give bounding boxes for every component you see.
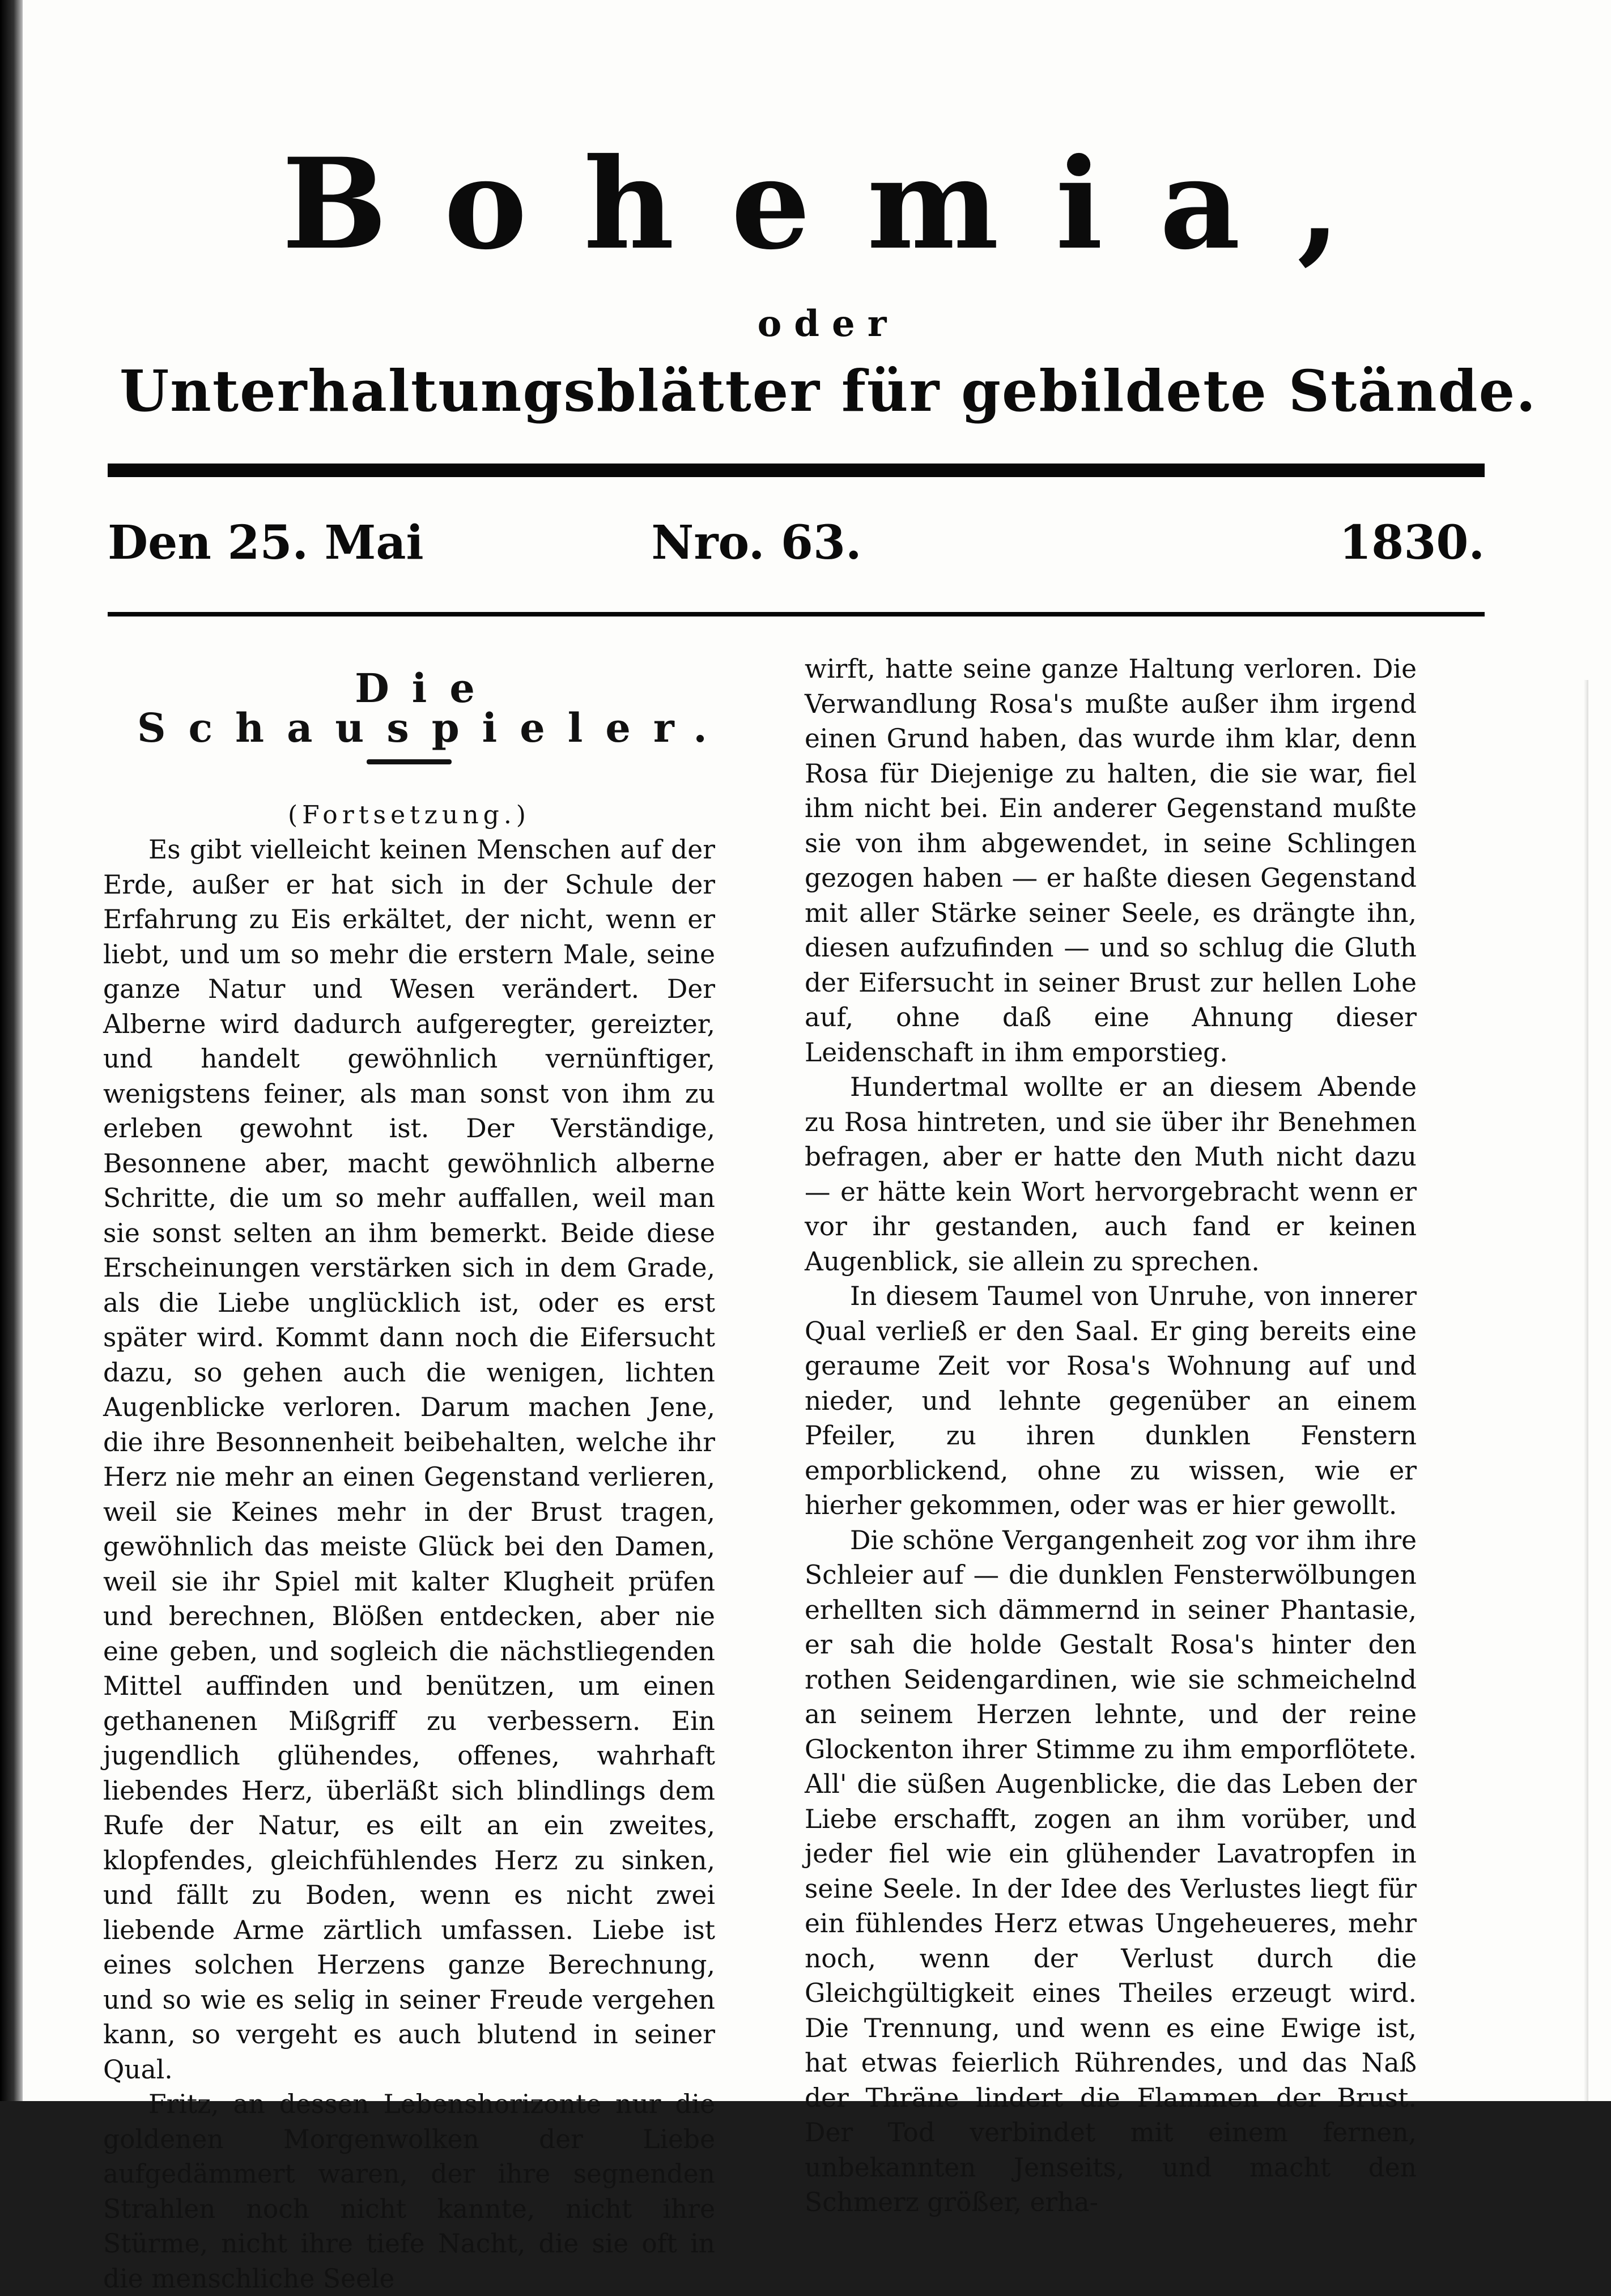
paragraph: Fritz, an dessen Lebenshorizonte nur die goldenen Morgenwolken der Liebe aufgedämmert waren, der ihre segnenden Strahlen noch nicht kannte, nicht ihre Stürme, nicht ihre tiefe Nacht, die sie oft in die menschliche Seele — [103, 2089, 715, 2294]
newspaper-title-connector: oder — [757, 303, 899, 345]
left-column — [103, 652, 730, 2296]
paragraph: wirft, hatte seine ganze Haltung verloren. Die Verwandlung Rosa's mußte außer ihm irgend einen Grund haben, das wurde ihm klar, denn Rosa für Diejenige zu halten, die sie war, fiel ihm nicht bei. Ein anderer Gegenstand mußte sie von ihm abgewendet, in seine Schlingen gezogen haben — er haßte diesen Gegenstand mit aller Stärke seiner Seele, es drängte ihn, diesen aufzufinden — und so schlug die Gluth der Eifersucht in seiner Brust zur hellen Lohe auf, ohne daß eine Ahnung dieser Leidenschaft in ihm emporstieg. — [805, 654, 1417, 1068]
issue-date: Den 25. Mai — [108, 516, 424, 570]
continuation-note: (Fortsetzung.) — [288, 801, 530, 830]
paragraph: Hundertmal wollte er an diesem Abende zu Rosa hintreten, und sie über ihr Benehmen befragen, aber er hatte den Muth nicht dazu — er hätte kein Wort hervorgebracht wenn er vor ihr gestanden, auch fand er keinen Augenblick, sie allein zu sprechen. — [805, 1072, 1417, 1277]
article-title-rule — [367, 759, 452, 764]
issue-number: Nro. 63. — [651, 516, 862, 570]
paragraph: Es gibt vielleicht keinen Menschen auf der Erde, außer er hat sich in der Schule der Erfahrung zu Eis erkältet, der nicht, wenn er liebt, und um so mehr die erstern Male, seine ganze Natur und Wesen verändert. Der Alberne wird dadurch aufgeregter, gereizter, und handelt gewöhnlich vernünftiger, wenigstens feiner, als man sonst von ihm zu erleben gewohnt ist. Der Verständige, Besonnene aber, macht gewöhnlich alberne Schritte, die um so mehr auffallen, weil man sie sonst selten an ihm bemerkt. Beide diese Erscheinungen verstärken sich in dem Grade, als die Liebe unglücklich ist, oder es erst später wird. Kommt dann noch die Eifersucht dazu, so gehen auch die wenigen, lichten Augenblicke verloren. Darum machen Jene, die ihre Besonnenheit beibehalten, welche ihr Herz nie mehr an einen Gegenstand verlieren, weil sie Keines mehr in der Brust tragen, gewöhnlich das meiste Glück bei den Damen, weil sie ihr Spiel mit kalter Klugheit prüfen und berechnen, Blößen entdecken, aber nie eine geben, und sogleich die nächstliegenden Mittel auffinden und benützen, um einen gethanenen Mißgriff zu verbessern. Ein jugendlich glühendes, offenes, wahrhaft liebendes Herz, überläßt sich blindlings dem Rufe der Natur, es eilt an ein zweites, klopfendes, gleichfühlendes Herz zu sinken, und fällt zu Boden, wenn es nicht zwei liebende Arme zärtlich umfassen. Liebe ist eines solchen Herzens ganze Berechnung, und so wie es selig in seiner Freude vergehen kann, so vergeht es auch blutend in seiner Qual. — [103, 835, 715, 2085]
right-column — [805, 652, 1417, 2220]
masthead-rule — [108, 464, 1485, 477]
scan-page-edge — [1584, 680, 1588, 2101]
scan-binding-edge — [0, 0, 23, 2101]
dateline — [108, 516, 1485, 584]
dateline-rule — [108, 612, 1485, 616]
newspaper-title: Bohemia, — [282, 130, 1397, 277]
newspaper-subtitle: Unterhaltungsblätter für gebildete Stände. — [119, 358, 1537, 424]
paragraph: Die schöne Vergangenheit zog vor ihm ihre Schleier auf — die dunklen Fensterwölbungen erhellten sich dämmernd in seiner Phantasie, er sah die holde Gestalt Rosa's hinter den rothen Seidengardinen, wie sie schmeichelnd an seinem Herzen lehnte, und der reine Glockenton ihrer Stimme zu ihm emporflötete. All' die süßen Augenblicke, die das Leben der Liebe erschafft, zogen an ihm vorüber, und jeder fiel wie ein glühender Lavatropfen in seine Seele. In der Idee des Verlustes liegt für ein fühlendes Herz etwas Ungeheueres, mehr noch, wenn der Verlust durch die Gleichgültigkeit eines Theiles erzeugt wird. Die Trennung, und wenn es eine Ewige ist, hat etwas feierlich Rührendes, und das Naß der Thräne lindert die Flammen der Brust. Der Tod verbindet mit einem fernen, unbekannten Jenseits, und macht den Schmerz größer, erha- — [805, 1525, 1417, 2217]
article-title: Die Schauspieler. — [137, 665, 730, 751]
issue-year: 1830. — [1339, 516, 1485, 570]
paragraph: In diesem Taumel von Unruhe, von innerer Qual verließ er den Saal. Er ging bereits eine geraume Zeit vor Rosa's Wohnung auf und nieder, und lehnte gegenüber an einem Pfeiler, zu ihren dunklen Fenstern emporblickend, ohne zu wissen, wie er hierher gekommen, oder was er hier gewollt. — [805, 1281, 1417, 1520]
newspaper-page — [23, 0, 1611, 2294]
